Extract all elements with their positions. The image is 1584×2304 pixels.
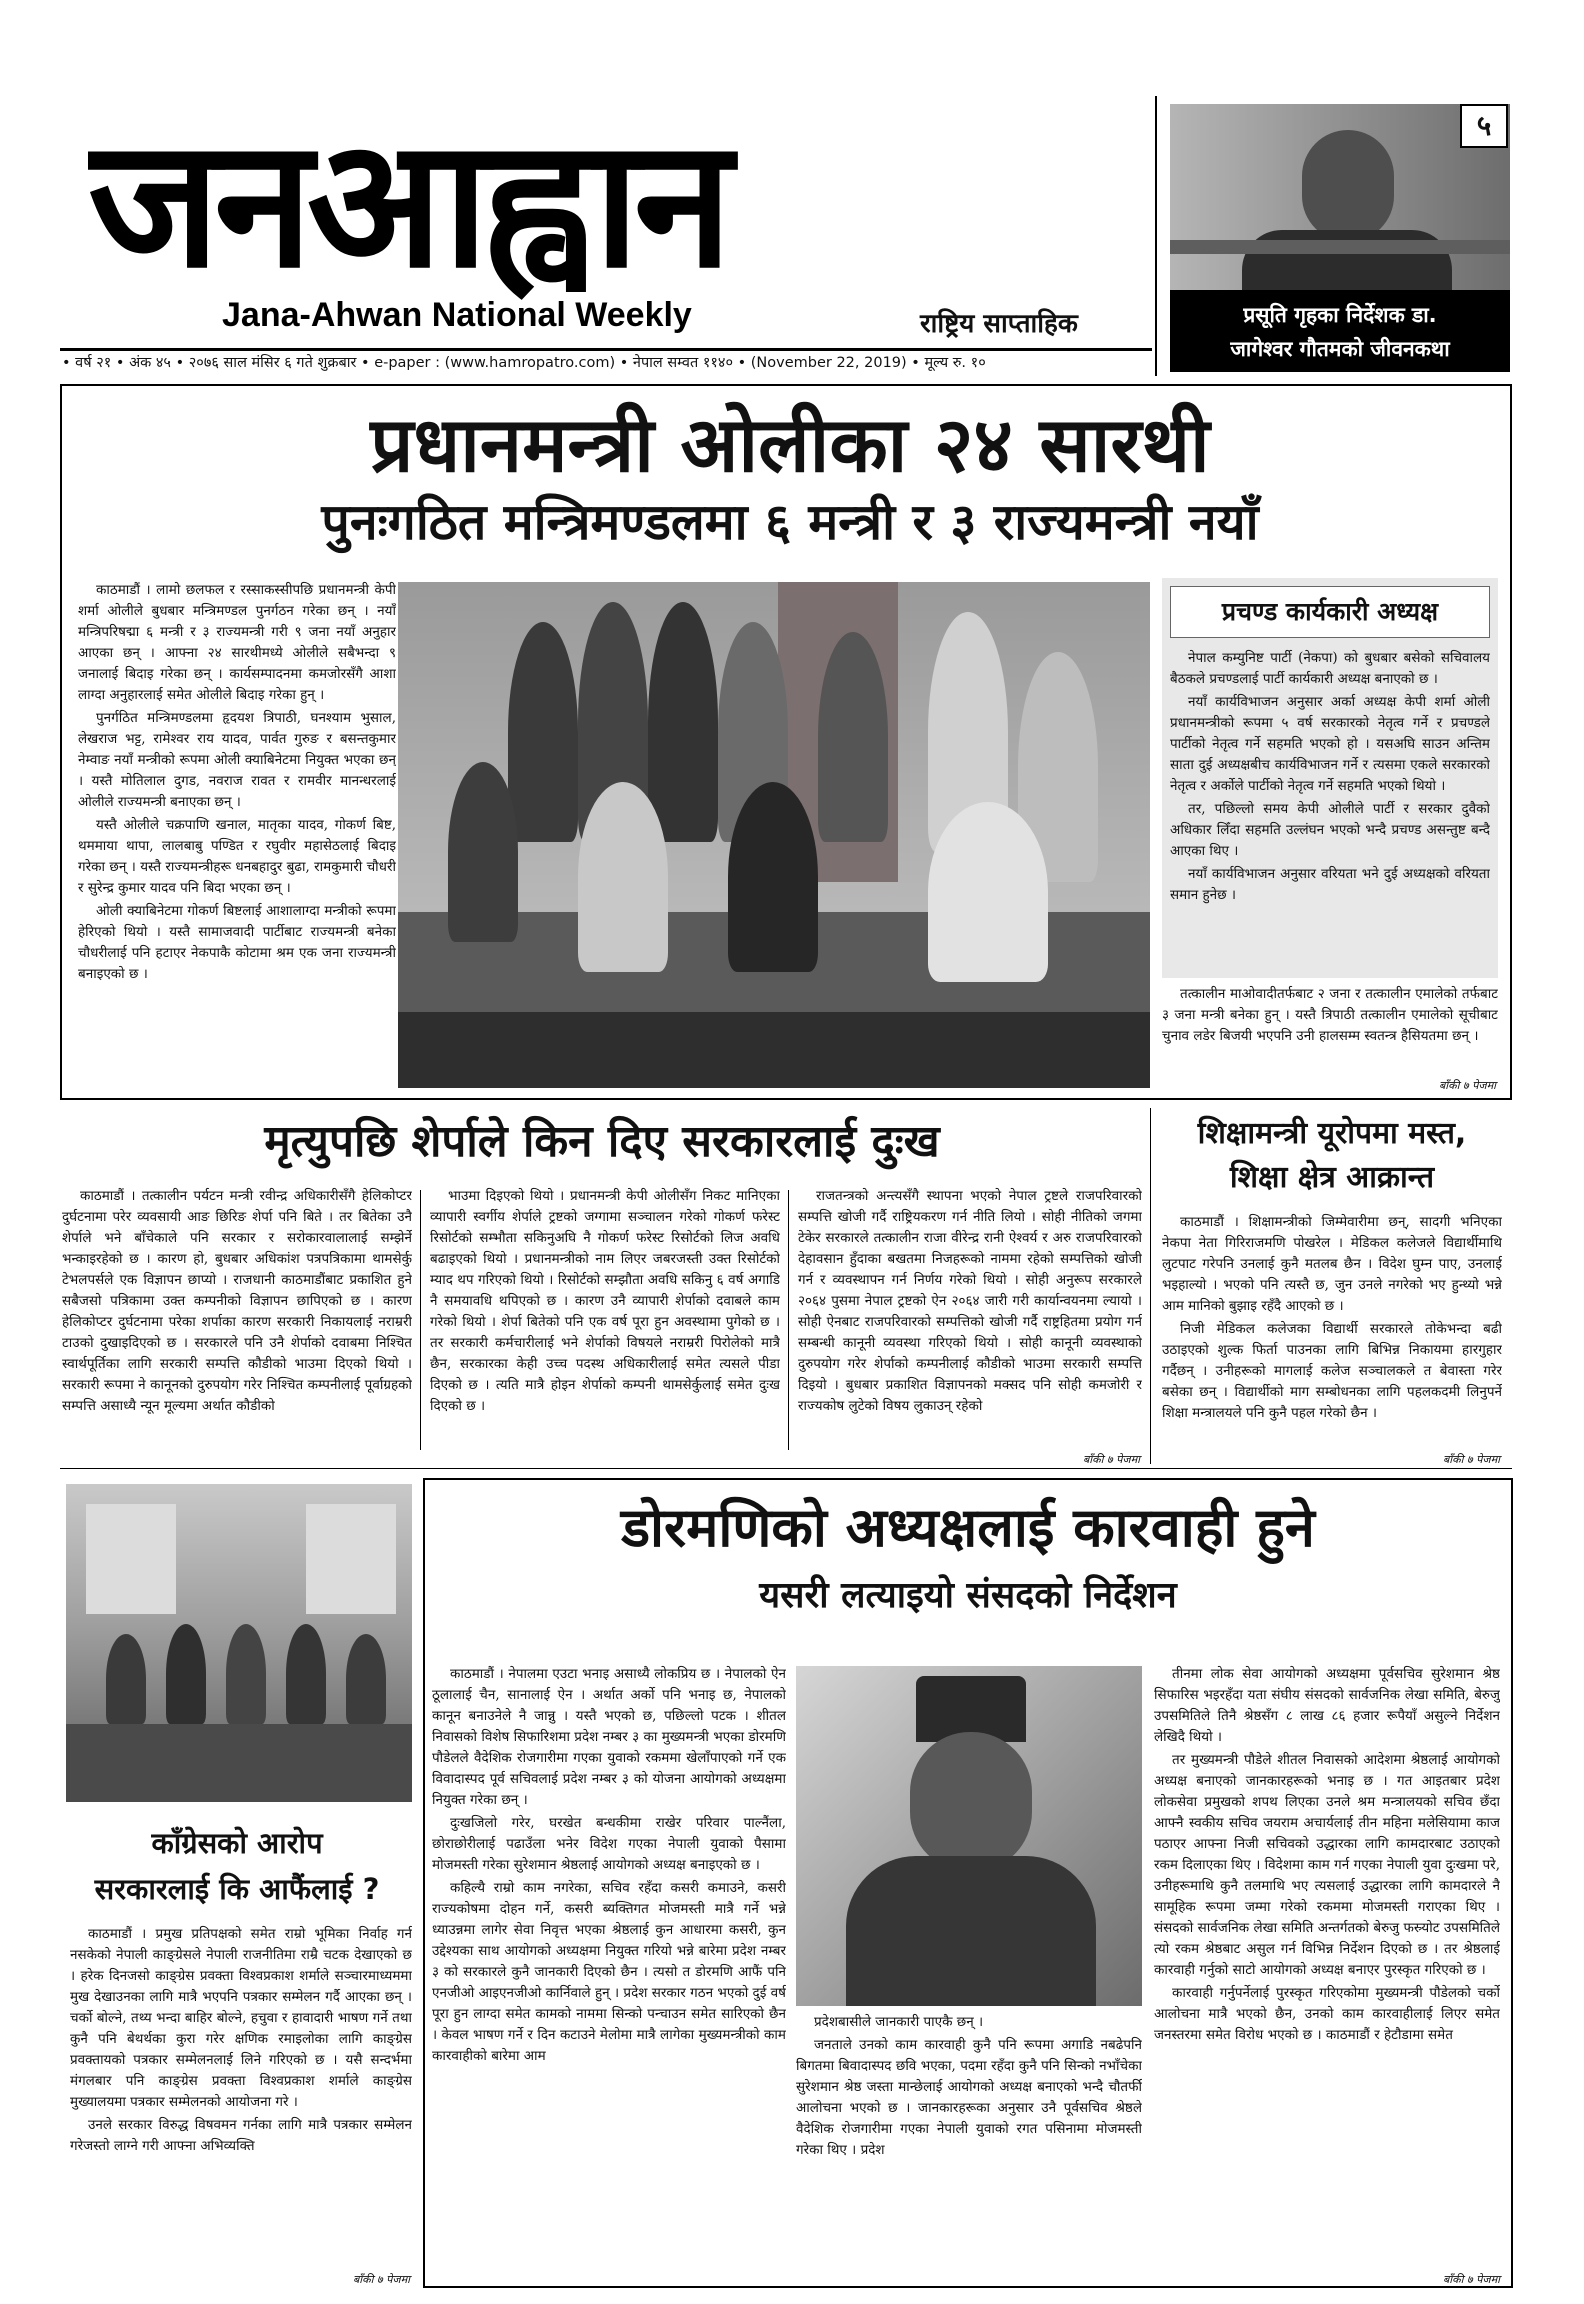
story4-paragraph: कारवाही गर्नुपर्नेलाई पुरस्कृत गरिएकोमा मुख्यमन्त्री पौडेलको चर्को आलोचना मात्रै भएको छैन, उनको काम कारवाहीलाई लिएर समेत जनस्तरमा समेत विरोध भएको छ । काठमाडौं र हेटौडामा समेत — [1154, 1985, 1500, 2043]
story4-continued-link[interactable]: बाँकी ७ पेजमा — [1443, 2273, 1500, 2286]
story5-headline[interactable] — [62, 1820, 412, 1912]
sidebar-story-body — [1170, 648, 1490, 974]
column-divider — [1150, 1108, 1151, 1464]
story2-headline[interactable]: मृत्युपछि शेर्पाले किन दिए सरकारलाई दुःख — [264, 1116, 940, 1167]
story2-column-2 — [430, 1186, 780, 1448]
story3-continued-link[interactable]: बाँकी ७ पेजमा — [1443, 1453, 1500, 1466]
promo-portrait-photo — [1170, 104, 1510, 290]
page-number: ५ — [1460, 104, 1508, 148]
story4-paragraph: तर मुख्यमन्त्री पौडेले शीतल निवासको आदेशमा श्रेष्ठलाई आयोगको अध्यक्ष बनाएको जानकारहरूको भनाइ छ । गत आइतबार प्रदेश लोकसेवा प्रमुखको शपथ लिएका उनले श्रम मन्त्रालयको सचिव छँदा आफ्नै स्वकीय सचिव जयराम अचार्यलाई तीन महिना मलेसियामा काज पठाएर आफ्ना निजी सचिवको उद्धारका लागि कामदारबाट उठाएको रकम दिलाएका थिए । विदेशमा काम गर्न गएका नेपाली युवा दुःखमा परे, उनीहरूमाथि कुनै तलमाथि भए त्यसलाई उद्धारका लागि कामदारले नै सामूहिक रूपमा जम्मा गरेको रकममा मोजमस्ती गराएका थिए । संसदको सार्वजनिक लेखा समिति अन्तर्गतको बेरुजु फस्र्योट उपसमितिले त्यो रकम श्रेष्ठबाट असुल गर्न विभिन्न निर्देशन दिएको छ । तर श्रेष्ठलाई कारवाही गर्नुको साटो आयोगको अध्यक्ष बनाएर पुरस्कृत गरिएको छ । — [1154, 1752, 1500, 1978]
sidebar-paragraph: नयाँ कार्यविभाजन अनुसार अर्का अध्यक्ष केपी शर्मा ओली प्रधानमन्त्रीको रूपमा ५ वर्ष सरकारको नेतृत्व गर्ने र प्रचण्डले पार्टीको नेतृत्व गर्ने सहमति भएको हो । यसअघि साउन अन्तिम साता दुई अध्यक्षबीच कार्यविभाजन गर्ने र त्यसमा एकले सरकारको नेतृत्व र अर्कोले पार्टीको नेतृत्व गर्ने सहमति भएको थियो । — [1170, 694, 1490, 794]
story4-column-1 — [432, 1664, 786, 2270]
story2-paragraph: राजतन्त्रको अन्त्यसँगै स्थापना भएको नेपाल ट्रष्टले राजपरिवारको सम्पत्ति खोजी गर्दै राष्ट्रियकरण गर्न नीति लियो । सोही नीतिको जगमा टेकेर सरकारले तत्कालीन राजा वीरेन्द्र रानी ऐश्वर्य र अरु राजपरिवारको देहावसान हुँदाका बखतमा निजहरूको नाममा रहेको सम्पत्तिको खोजी गर्न र व्यवस्थापन गर्न निर्णय गरेको थियो । सोही अनुरूप सरकारले २०६४ पुसमा नेपाल ट्रष्टको ऐन २०६४ जारी गरी कार्यान्वयनमा ल्यायो । सोही ऐनबाट राजपरिवारको सम्पत्तिको खोजी गर्दै राष्ट्रहितमा प्रयोग गर्न सम्बन्धी कानूनी व्यवस्था गरिएको थियो । सोही कानूनी व्यवस्थाको दुरुपयोग गरेर शेर्पाको कम्पनीलाई कौडीको भाउमा सरकारी सम्पत्ति दिइयो । बुधबार प्रकाशित विज्ञापनको मक्सद पनि सोही कमजोरी र राज्यकोष लुटेको विषय लुकाउन् रहेको — [798, 1188, 1142, 1414]
story3-paragraph: काठमाडौं । शिक्षामन्त्रीको जिम्मेवारीमा छन्, सादगी भनिएका नेकपा नेता गिरिराजमणि पोखरेल । मेडिकल कलेजले विद्यार्थीमाथि लुटपाट गरेपनि उनलाई कुनै मतलब छैन । विदेश घुम्न पाए, उनलाई भइहाल्यो । भएको पनि त्यस्तै छ, जुन उनले नगरेको भए हुन्थ्यो भन्ने आम मानिको बुझाइ रहँदै आएको छ । — [1162, 1214, 1502, 1314]
story2-paragraph: भाउमा दिइएको थियो । प्रधानमन्त्री केपी ओलीसँग निकट मानिएका व्यापारी स्वर्गीय शेर्पाले ट्रष्टको जग्गामा सञ्चालन गरेको गोकर्ण फरेस्ट रिसोर्टको सम्भौता सकिनुअघि नै गोकर्ण फरेस्ट रिसोर्टको लिज अवधि बढाइएको थियो । प्रधानमन्त्रीको नाम लिएर जबरजस्ती उक्त रिसोर्टको म्याद थप गरिएको थियो । रिसोर्टको सम्झौता अवधि सकिनु ६ वर्ष अगाडि नै समयावधि थपिएको छ । कारण उनै व्यापारी शेर्पाको दवाबले काम गरेको थियो । शेर्पा बितेको पनि एक वर्ष पूरा हुन अवस्थामा पुगेको छ । तर सरकारी कर्मचारीलाई भने शेर्पाको विषयले नराम्ररी पिरोलेको मात्रै छैन, सरकारका केही उच्च पदस्थ अधिकारीलाई समेत त्यसले पीडा दिएको छ । त्यति मात्रै होइन शेर्पाको कम्पनी थामसेर्कुलाई समेत दुःख दिएको छ । — [430, 1188, 780, 1414]
section-rule — [60, 1468, 1512, 1469]
lead-paragraph: यस्तै ओलीले चक्रपाणि खनाल, मातृका यादव, गोकर्ण बिष्ट, थममाया थापा, लालबाबु पण्डित र रघुवीर महासेठलाई बिदाइ गरेका छन् । यस्तै राज्यमन्त्रीहरू धनबहादुर बुढा, रामकुमारी चौधरी र सुरेन्द्र कुमार यादव पनि बिदा भएका छन् । — [78, 817, 396, 896]
story5-paragraph: काठमाडौं । प्रमुख प्रतिपक्षको समेत राम्रो भूमिका निर्वाह गर्न नसकेको नेपाली काङ्ग्रेसले नेपाली राजनीतिमा राम्रै चटक देखाएको छ । हरेक दिनजसो काङ्ग्रेस प्रवक्ता विश्वप्रकाश शर्माले सञ्चारमाध्यममा मुख देखाउनका लागि मात्रै भएपनि पत्रकार सम्मेलन गर्दै आएका छन् । चर्को बोल्ने, तथ्य भन्दा बाहिर बोल्ने, हचुवा र हावादारी भाषण गर्ने तथा कुनै पनि बेथर्थका कुरा गरेर क्षणिक रमाइलोका लागि काङ्ग्रेस प्रवक्तायको पत्रकार सम्मेलनलाई लिने गरिएको छ । यसै सन्दर्भमा मंगलबार पनि काङ्ग्रेस प्रवक्ता विश्वप्रकाश शर्माले काङ्ग्रेस मुख्यालयमा पत्रकार सम्मेलनको आयोजना गरे । — [70, 1926, 412, 2110]
lead-paragraph: काठमाडौं । लामो छलफल र रस्साकस्सीपछि प्रधानमन्त्री केपी शर्मा ओलीले बुधबार मन्त्रिमण्डल पुनर्गठन गरेका छन् । नयाँ मन्त्रिपरिषद्मा ६ मन्त्री र ३ राज्यमन्त्री गरी ९ जना नयाँ अनुहार आएका छन् । आफ्ना २४ सारथीमध्ये ओलीले सबैभन्दा ९ जनालाई बिदाइ गरेका छन् । कार्यसम्पादनमा कमजोरसँगै आशा लाग्दा अनुहारलाई समेत ओलीले बिदाइ गरेका हुन् । — [78, 582, 396, 703]
story4-paragraph: दुःखजिलो गरेर, घरखेत बन्धकीमा राखेर परिवार पाल्नैंला, छोराछोरीलाई पढाउँला भनेर विदेश गएका नेपाली युवाको पैसामा मोजमस्ती गरेका सुरेशमान श्रेष्ठलाई आयोगको अध्यक्ष बनाइएको छ । — [432, 1815, 786, 1873]
story5-body — [70, 1924, 412, 2268]
story2-column-1 — [62, 1186, 412, 1448]
story4-paragraph: काठमाडौं । नेपालमा एउटा भनाइ असाध्यै लोकप्रिय छ । नेपालको ऐन ठूलालाई चैन, सानालाई ऐन । अर्थात अर्को पनि भनाइ छ, नेपालको कानून बनाउनेले नै जान्नु । यस्तै भएको छ, पछिल्लो पटक । शीतल निवासको विशेष सिफारिशमा प्रदेश नम्बर ३ का मुख्यमन्त्री भएका डोरमणि पौडेलले वैदेशिक रोजगारीमा गएका युवाको रकममा खेलाँपाएको गर्ने एक विवादास्पद पूर्व सचिवलाई प्रदेश नम्बर ३ को योजना आयोगको अध्यक्षमा नियुक्त गरेका छन् । — [432, 1666, 786, 1808]
story5-continued-link[interactable]: बाँकी ७ पेजमा — [353, 2273, 410, 2286]
lead-story-body — [78, 580, 396, 1090]
story2-paragraph: काठमाडौं । तत्कालीन पर्यटन मन्त्री रवीन्द्र अधिकारीसँगै हेलिकोप्टर दुर्घटनामा परेर व्यवसायी आङ छिरिङ शेर्पा पनि बिते । तर बितेका उनै शेर्पाले भने बाँचेकाले पनि सरकार र सरोकारवालालाई सम्झेर्ने भन्काइरहेको छ । कारण हो, बुधबार अधिकांश पत्रपत्रिकामा थामसेर्कु टेभलपर्सले एक विज्ञापन छाप्यो । राजधानी काठमाडौंबाट प्रकाशित हुने सबैजसो पत्रिकामा उक्त कम्पनीको विज्ञापन छापिएको छ । कारण हेलिकोप्टर दुर्घटनामा परेका शर्पाका कारण सरकारी निकायलाई नराम्ररी टाउको दुखाइदिएको छ । सरकारले पनि उनै शेर्पाको दवाबमा निश्चित स्वार्थपूर्तिका लागि सरकारी सम्पत्ति कौडीको भाउमा दिएको थियो । सरकारी रूपमा ने कानूनको दुरुपयोग गरेर निश्चित कम्पनीलाई पूर्वाग्रहको सम्पत्ति असाध्यै न्यून मूल्यमा अर्थात कौडीको — [62, 1188, 412, 1414]
story5-headline-line1: काँग्रेसको आरोप — [151, 1826, 323, 1860]
story2-column-3 — [798, 1186, 1142, 1448]
story3-body — [1162, 1212, 1502, 1448]
lead-paragraph: ओली क्याबिनेटमा गोकर्ण बिष्टलाई आशालाग्दा मन्त्रीको रूपमा हेरिएको थियो । यस्तै सामाजवादी पार्टीबाट राज्यमन्त्री बनेका चौधरीलाई पनि हटाएर नेकपाकै कोटामा श्रम एक जना राज्यमन्त्री बनाइएको छ । — [78, 903, 396, 982]
story4-paragraph: कहिल्यै राम्रो काम नगरेका, सचिव रहँदा कसरी कमाउने, कसरी राज्यकोषमा दोहन गर्ने, कसरी ब्यक्तिगत मोजमस्ती मात्रै गर्ने भन्ने ध्याउन्नमा लागेर सेवा निवृत्त भएका श्रेष्ठलाई कुन आधारमा कसरी, कुन उद्देश्यका साथ आयोगको अध्यक्षमा नियुक्त गरियो भन्ने बारेमा प्रदेश नम्बर ३ को सरकारले कुनै जानकारी दिएको छैन । त्यसो त डोरमणि आफैं पनि एनजीओ आइएनजीओ कार्निवाले हुन् । प्रदेश सरकार गठन भएको दुई वर्ष पूरा हुन लाग्दा समेत कामको नाममा सिन्को पन्चाउन समेत सारिएको छैन । केवल भाषण गर्ने र दिन कटाउने मेलोमा मात्रै लागेका मुख्यमन्त्रीको काम कारवाहीको बारेमा आम — [432, 1880, 786, 2064]
story4-paragraph: तीनमा लोक सेवा आयोगको अध्यक्षमा पूर्वसचिव सुरेशमान श्रेष्ठ सिफारिस भइरहँदा यता संघीय संसदको सार्वजनिक लेखा समिति, बेरुजु उपसमितिले तिनै श्रेष्ठसँग ८ लाख ८६ हजार रूपैयाँ असुल्ने निर्देशन लेखिदै थियो । — [1154, 1666, 1500, 1745]
sidebar-paragraph: तर, पछिल्लो समय केपी ओलीले पार्टी र सरकार दुवैको अधिकार लिँदा सहमति उल्लंघन भएको भन्दै प्रचण्ड असन्तुष्ट बन्दै आएका थिए । — [1170, 801, 1490, 859]
story3-headline[interactable] — [1162, 1112, 1502, 1200]
sidebar-paragraph: नेपाल कम्युनिष्ट पार्टी (नेकपा) को बुधबार बसेको सचिवालय बैठकले प्रचण्डलाई पार्टी कार्यकारी अध्यक्ष बनाएको छ । — [1170, 650, 1490, 687]
cabinet-group-photo — [398, 582, 1150, 1088]
masthead-title: जनआह्वान — [88, 100, 727, 307]
sidebar-paragraph: नयाँ कार्यविभाजन अनुसार वरियता भने दुई अध्यक्षको वरियता समान हुनेछ । — [1170, 866, 1490, 903]
story4-paragraph: जनताले उनको काम कारवाही कुनै पनि रूपमा अगाडि नबढेपनि बिगतमा बिवादास्पद छवि भएका, पदमा रहँदा कुनै पनि सिन्को नभाँचेका सुरेशमान श्रेष्ठ जस्ता मान्छेलाई आयोगको अध्यक्ष बनाएको भन्दै चौतर्फी आलोचना भएको छ । जानकारहरूका अनुसार उनै पूर्वसचिव श्रेष्ठले वैदेशिक रोजगारीमा गएका नेपाली युवाको रगत पसिनामा मोजमस्ती गरेका थिए । प्रदेश — [796, 2037, 1142, 2158]
masthead-rule — [60, 348, 1152, 351]
lead-story-tail — [1162, 984, 1498, 1072]
issue-info-line: • वर्ष २१ • अंक ४५ • २०७६ साल मंसिर ६ गते शुक्रबार • e-paper : (www.hamropatro.com) • नेपाल सम्वत ११४० • (November 22, 2019) • मूल्य रु. १० — [62, 355, 986, 371]
column-divider — [420, 1190, 421, 1450]
congress-meeting-photo — [66, 1484, 412, 1802]
dormani-portrait-photo — [796, 1666, 1142, 2006]
story3-headline-line1: शिक्षामन्त्री यूरोपमा मस्त, — [1197, 1116, 1467, 1151]
story4-paragraph: प्रदेशबासीले जानकारी पाएकै छन् । — [814, 2014, 984, 2030]
lead-paragraph: पुनर्गठित मन्त्रिमण्डलमा हृदयश त्रिपाठी, घनश्याम भुसाल, लेखराज भट्ट, रामेश्वर राय यादव, पार्वत गुरुङ र बसन्तकुमार नेम्वाङ नयाँ मन्त्रीको रूपमा ओली क्याबिनेटमा नियुक्त भएका छन् । यस्तै मोतिलाल दुगड, नवराज रावत र रामवीर मानन्धरलाई ओलीले राज्यमन्त्री बनाएका छन् । — [78, 710, 396, 810]
sidebar-story-title[interactable]: प्रचण्ड कार्यकारी अध्यक्ष — [1170, 586, 1490, 638]
lead-subheadline: पुनःगठित मन्त्रिमण्डलमा ६ मन्त्री र ३ राज्यमन्त्री नयाँ — [321, 493, 1259, 551]
story4-headline[interactable]: डोरमणिको अध्यक्षलाई कारवाही हुने — [621, 1496, 1315, 1559]
masthead-english-title: Jana-Ahwan National Weekly — [222, 296, 692, 334]
story3-headline-line2: शिक्षा क्षेत्र आक्रान्त — [1229, 1160, 1435, 1195]
masthead-divider — [1155, 96, 1157, 376]
promo-caption-line2: जागेश्वर गौतमको जीवनकथा — [1230, 337, 1450, 361]
story4-column-2 — [796, 2012, 1142, 2270]
story5-headline-line2: सरकारलाई कि आफैंलाई ? — [94, 1872, 380, 1906]
story4-subheadline: यसरी लत्याइयो संसदको निर्देशन — [759, 1575, 1177, 1616]
column-divider — [788, 1190, 789, 1450]
story3-paragraph: निजी मेडिकल कलेजका विद्यार्थी सरकारले तोकेभन्दा बढी उठाइएको शुल्क फिर्ता पाउनका लागि बिभिन्न निकायमा हारगुहार गर्दैछन् । उनीहरूको मागलाई कलेज सञ्चालकले त बेवास्ता गरेर बसेका छन् । विद्यार्थीको माग सम्बोधनका लागि पहलकदमी लिनुपर्ने शिक्षा मन्त्रालयले पनि कुनै पहल गरेको छैन । — [1162, 1321, 1502, 1421]
promo-caption[interactable] — [1170, 290, 1510, 372]
promo-caption-line1: प्रसूति गृहका निर्देशक डा. — [1243, 303, 1437, 327]
masthead-tagline: राष्ट्रिय साप्ताहिक — [920, 309, 1078, 339]
lead-headline[interactable]: प्रधानमन्त्री ओलीका २४ सारथी — [370, 400, 1210, 489]
story5-paragraph: उनले सरकार विरुद्ध विषवमन गर्नका लागि मात्रै पत्रकार सम्मेलन गरेजस्तो लाग्ने गरी आफ्ना अभिव्यक्ति — [70, 2117, 412, 2154]
lead-tail-paragraph: तत्कालीन माओवादीतर्फबाट २ जना र तत्कालीन एमालेको तर्फबाट ३ जना मन्त्री बनेका हुन् । यस्तै त्रिपाठी तत्कालीन एमालेको सूचीबाट चुनाव लडेर बिजयी भएपनि उनी हालसम्म स्वतन्त्र हैसियतमा छन् । — [1162, 986, 1498, 1044]
story2-continued-link[interactable]: बाँकी ७ पेजमा — [1083, 1453, 1140, 1466]
lead-continued-link[interactable]: बाँकी ७ पेजमा — [1439, 1079, 1496, 1092]
story4-column-3 — [1154, 1664, 1500, 2270]
